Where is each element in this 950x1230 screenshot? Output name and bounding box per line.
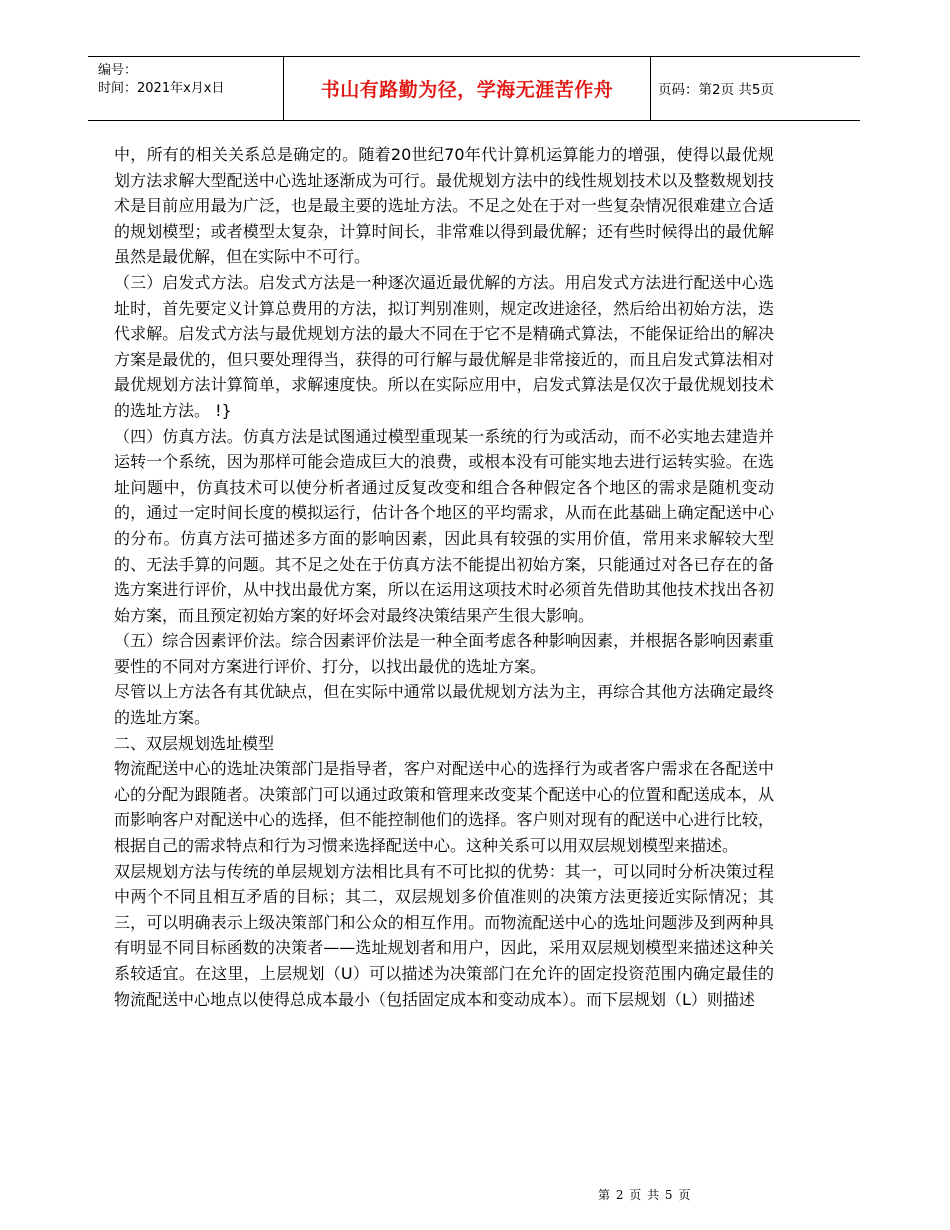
paragraph-optimal-planning: 中，所有的相关关系总是确定的。随着20世纪70年代计算机运算能力的增强，使得以最优规划方法求解大型配送中心选址逐渐成为可行。最优规划方法中的线性规划技术以及整数规划技术是目前应用最为广泛，也是最主要的选址方法。不足之处在于对一些复杂情况很难建立合适的规划模型；或者模型太复杂，计算时间长，非常难以得到最优解；还有些时候得出的最优解虽然是最优解，但在实际中不可行。 [114, 145, 774, 267]
paragraph-bilevel-description: 物流配送中心的选址决策部门是指导者，客户对配送中心的选择行为或者客户需求在各配送中心的分配为跟随者。决策部门可以通过政策和管理来改变某个配送中心的位置和配送成本，从而影响客户对配送中心的选择，但不能控制他们的选择。客户则对现有的配送中心进行比较，根据自己的需求特点和行为习惯来选择配送中心。这种关系可以用双层规划模型来描述。 [114, 759, 774, 856]
time-label: 时间：2021年x月x日 [98, 81, 225, 96]
paragraph-heuristic-method: （三）启发式方法。启发式方法是一种逐次逼近最优解的方法。用启发式方法进行配送中心选址时，首先要定义计算总费用的方法，拟订判别准则，规定改进途径，然后给出初始方法，迭代求解。启发式方法与最优规划方法的最大不同在于它不是精确式算法，不能保证给出的解决方案是最优的，但只要处理得当，获得的可行解与最优解是非常接近的，而且启发式算法相对最优规划方法计算简单，求解速度快。所以在实际应用中，启发式算法是仅次于最优规划技术的选址方法。 !} [114, 272, 774, 420]
header-divider-right [650, 56, 651, 121]
header-motto: 书山有路勤为径，学海无涯苦作舟 [320, 78, 614, 101]
header-page-info: 页码：第2页 共5页 [658, 82, 774, 98]
paragraph-summary: 尽管以上方法各有其优缺点，但在实际中通常以最优规划方法为主，再综合其他方法确定最终的选址方案。 [114, 682, 774, 728]
header-divider-left [283, 56, 284, 121]
paragraph-simulation-method: （四）仿真方法。仿真方法是试图通过模型重现某一系统的行为或活动，而不必实地去建造并运转一个系统，因为那样可能会造成巨大的浪费，或根本没有可能实地去进行运转实验。在选址问题中，仿真技术可以使分析者通过反复改变和组合各种假定各个地区的需求是随机变动的，通过一定时间长度的模拟运行，估计各个地区的平均需求，从而在此基础上确定配送中心的分布。仿真方法可描述多方面的影响因素，因此具有较强的实用价值，常用来求解较大型的、无法手算的问题。其不足之处在于仿真方法不能提出初始方案，只能通过对各已存在的备选方案进行评价，从中找出最优方案，所以在运用这项技术时必须首先借助其他技术找出各初始方案，而且预定初始方案的好坏会对最终决策结果产生很大影响。 [114, 426, 774, 625]
paragraph-comprehensive-evaluation: （五）综合因素评价法。综合因素评价法是一种全面考虑各种影响因素，并根据各影响因素重要性的不同对方案进行评价、打分，以找出最优的选址方案。 [114, 631, 774, 676]
page-header [88, 56, 860, 120]
page-footer: 第 2 页 共 5 页 [598, 1188, 692, 1202]
section-heading-bilevel: 二、双层规划选址模型 [114, 733, 275, 753]
document-body [114, 142, 774, 1012]
paragraph-bilevel-advantages: 双层规划方法与传统的单层规划方法相比具有不可比拟的优势：其一，可以同时分析决策过程中两个不同且相互矛盾的目标；其二，双层规划多价值准则的决策方法更接近实际情况；其三，可以明确表示上级决策部门和公众的相互作用。而物流配送中心的选址问题涉及到两种具有明显不同目标函数的决策者——选址规划者和用户，因此，采用双层规划模型来描述这种关系较适宜。在这里，上层规划（U）可以描述为决策部门在允许的固定投资范围内确定最佳的物流配送中心地点以使得总成本最小（包括固定成本和变动成本）。而下层规划（L）则描述 [114, 861, 774, 1009]
header-meta [98, 62, 224, 98]
number-label: 编号： [98, 63, 138, 78]
header-bottom-rule [88, 120, 860, 121]
